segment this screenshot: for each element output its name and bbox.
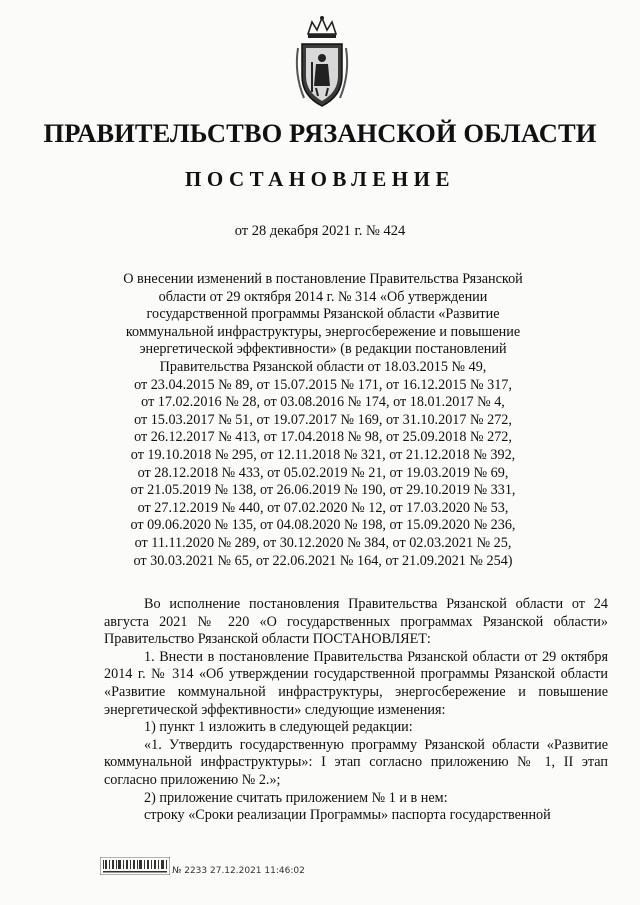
title-line: Правительства Рязанской области от 18.03.2015 № 49, — [159, 358, 487, 375]
title-line: коммунальной инфраструктуры, энергосбережение и повышение — [125, 323, 521, 340]
document-type: ПОСТАНОВЛЕНИЕ — [185, 167, 455, 191]
title-line: О внесении изменений в постановление Правительства Рязанской — [123, 271, 523, 287]
title-line: государственной программы Рязанской области «Развитие — [146, 306, 500, 323]
revision-line: от 27.12.2019 № 440, от 07.02.2020 № 12, от 17.03.2020 № 53, — [137, 499, 509, 516]
subitem-1-paragraph: 1) пункт 1 изложить в следующей редакции: — [144, 719, 413, 736]
organization-name: ПРАВИТЕЛЬСТВО РЯЗАНСКОЙ ОБЛАСТИ — [43, 118, 597, 148]
revision-line: от 30.03.2021 № 65, от 22.06.2021 № 164, от 21.09.2021 № 254) — [133, 552, 513, 569]
revision-line: от 17.02.2016 № 28, от 03.08.2016 № 174, от 18.01.2017 № 4, — [141, 394, 505, 411]
subitem-2-paragraph: 2) приложение считать приложением № 1 и в нем: — [144, 789, 448, 806]
title-line: энергетической эффективности» (в редакции постановлений — [139, 341, 507, 358]
registration-stamp: № 2233 27.12.2021 11:46:02 — [172, 866, 305, 876]
last-line-paragraph: строку «Сроки реализации Программы» паспорта государственной — [144, 807, 551, 824]
title-line: области от 29 октября 2014 г. № 314 «Об утверждении — [158, 288, 488, 305]
revision-line: от 19.10.2018 № 295, от 12.11.2018 № 321, от 21.12.2018 № 392, — [130, 446, 516, 463]
ryazan-coat-of-arms-icon — [290, 14, 354, 114]
revision-line: от 28.12.2018 № 433, от 05.02.2019 № 21, от 19.03.2019 № 69, — [137, 464, 509, 481]
document-date-number: от 28 декабря 2021 г. № 424 — [234, 223, 406, 239]
revision-line: от 26.12.2017 № 413, от 17.04.2018 № 98, от 25.09.2018 № 272, — [134, 429, 512, 446]
document-body — [104, 596, 608, 825]
revision-line: от 23.04.2015 № 89, от 15.07.2015 № 171, от 16.12.2015 № 317, — [134, 376, 512, 393]
preamble-paragraph: Во исполнение постановления Правительства Рязанской области от 24 августа 2021 № 220 «О государственных программах Рязанской области» Правительство Рязанской области ПОСТАНОВЛЯЕТ: — [104, 596, 608, 648]
revision-line: от 21.05.2019 № 138, от 26.06.2019 № 190, от 29.10.2019 № 331, — [130, 482, 516, 499]
barcode-icon — [100, 857, 170, 875]
document-title — [98, 271, 548, 570]
revision-line: от 09.06.2020 № 135, от 04.08.2020 № 198, от 15.09.2020 № 236, — [130, 517, 516, 534]
revision-line: от 15.03.2017 № 51, от 19.07.2017 № 169, от 31.10.2017 № 272, — [134, 411, 512, 428]
quote-1-paragraph: «1. Утвердить государственную программу Рязанской области «Развитие коммунальной инфраструктуры»: I этап согласно приложению № 1, II этап согласно приложению № 2.»; — [104, 736, 608, 788]
item-1-paragraph: 1. Внести в постановление Правительства Рязанской области от 29 октября 2014 г. № 314 «Об утверждении государственной программы Рязанской области «Развитие коммунальной инфраструктуры, энергосбережение и повышение энергетической эффективности» следующие изменения: — [104, 648, 608, 718]
registration-footer — [100, 857, 500, 875]
revision-line: от 11.11.2020 № 289, от 30.12.2020 № 384, от 02.03.2021 № 25, — [134, 534, 512, 551]
